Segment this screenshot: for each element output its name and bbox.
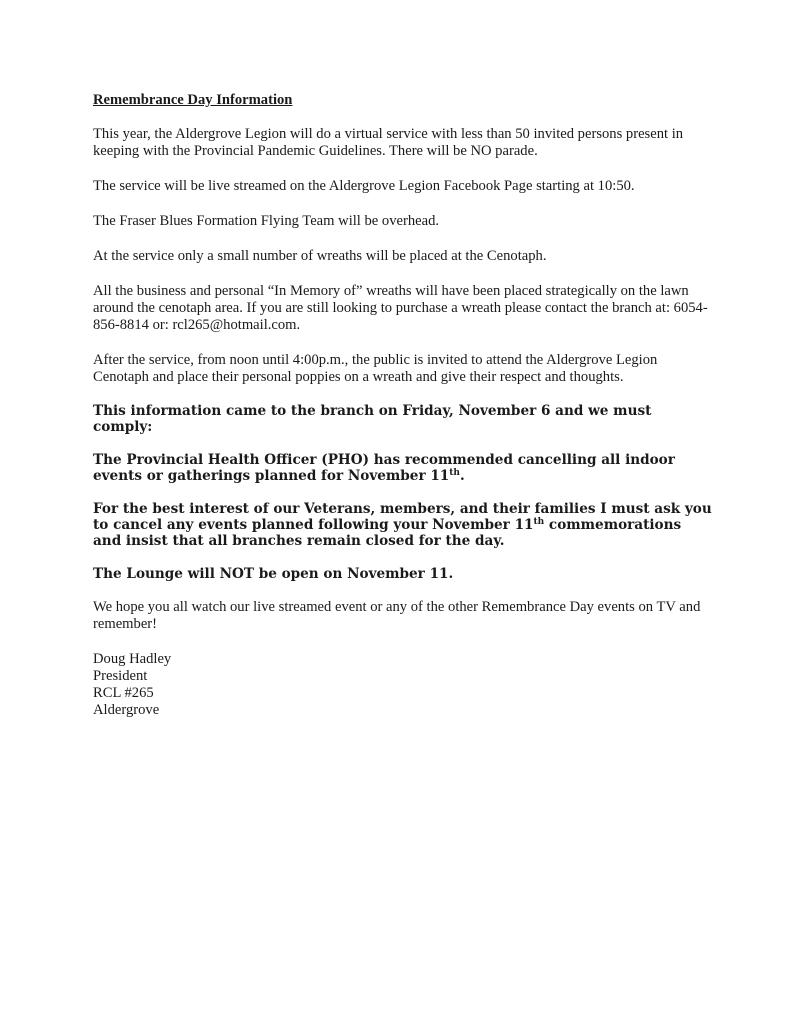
notice-pho-sup: th — [449, 468, 460, 478]
notice-cancel-sup: th — [533, 517, 545, 527]
notice-cancel-events — [93, 501, 713, 549]
notice-cancel-text: For the best interest of our Veterans, members, and their families I must ask you to cancel any events planned following your November 11 — [93, 501, 712, 533]
paragraph-closing: We hope you all watch our live streamed event or any of the other Remembrance Day events on TV and remember! — [93, 599, 701, 632]
document-title: Remembrance Day Information — [93, 92, 293, 108]
document-page — [93, 92, 713, 719]
notice-cancel-end: commemorations and insist that all branches remain closed for the day. — [93, 517, 682, 549]
notice-lounge-closed: The Lounge will NOT be open on November 11. — [93, 566, 454, 582]
notice-pho — [93, 452, 713, 484]
paragraph-public-invite: After the service, from noon until 4:00p.m., the public is invited to attend the Aldergrove Legion Cenotaph and place their personal poppies on a wreath and give their respect and thoughts. — [93, 352, 658, 385]
paragraph-flying-team: The Fraser Blues Formation Flying Team will be overhead. — [93, 213, 440, 229]
paragraph-wreaths-cenotaph: At the service only a small number of wreaths will be placed at the Cenotaph. — [93, 248, 547, 264]
signature-block — [93, 651, 713, 719]
notice-pho-end: . — [459, 468, 465, 484]
paragraph-virtual-service: This year, the Aldergrove Legion will do a virtual service with less than 50 invited persons present in keeping with the Provincial Pandemic Guidelines. There will be NO parade. — [93, 126, 684, 159]
paragraph-memory-wreaths: All the business and personal “In Memory of” wreaths will have been placed strategically on the lawn around the cenotaph area. If you are still looking to purchase a wreath please contact the branch at: 6054-856-8814 or: rcl265@hotmail.com. — [93, 283, 708, 333]
signature-name: Doug Hadley — [93, 651, 172, 667]
notice-comply: This information came to the branch on Friday, November 6 and we must comply: — [93, 403, 652, 435]
notice-pho-text: The Provincial Health Officer (PHO) has recommended cancelling all indoor events or gatherings planned for November 11 — [93, 452, 675, 484]
signature-org: RCL #265 — [93, 685, 154, 701]
paragraph-live-stream: The service will be live streamed on the Aldergrove Legion Facebook Page starting at 10:50. — [93, 178, 635, 194]
signature-place: Aldergrove — [93, 702, 160, 718]
signature-role: President — [93, 668, 148, 684]
